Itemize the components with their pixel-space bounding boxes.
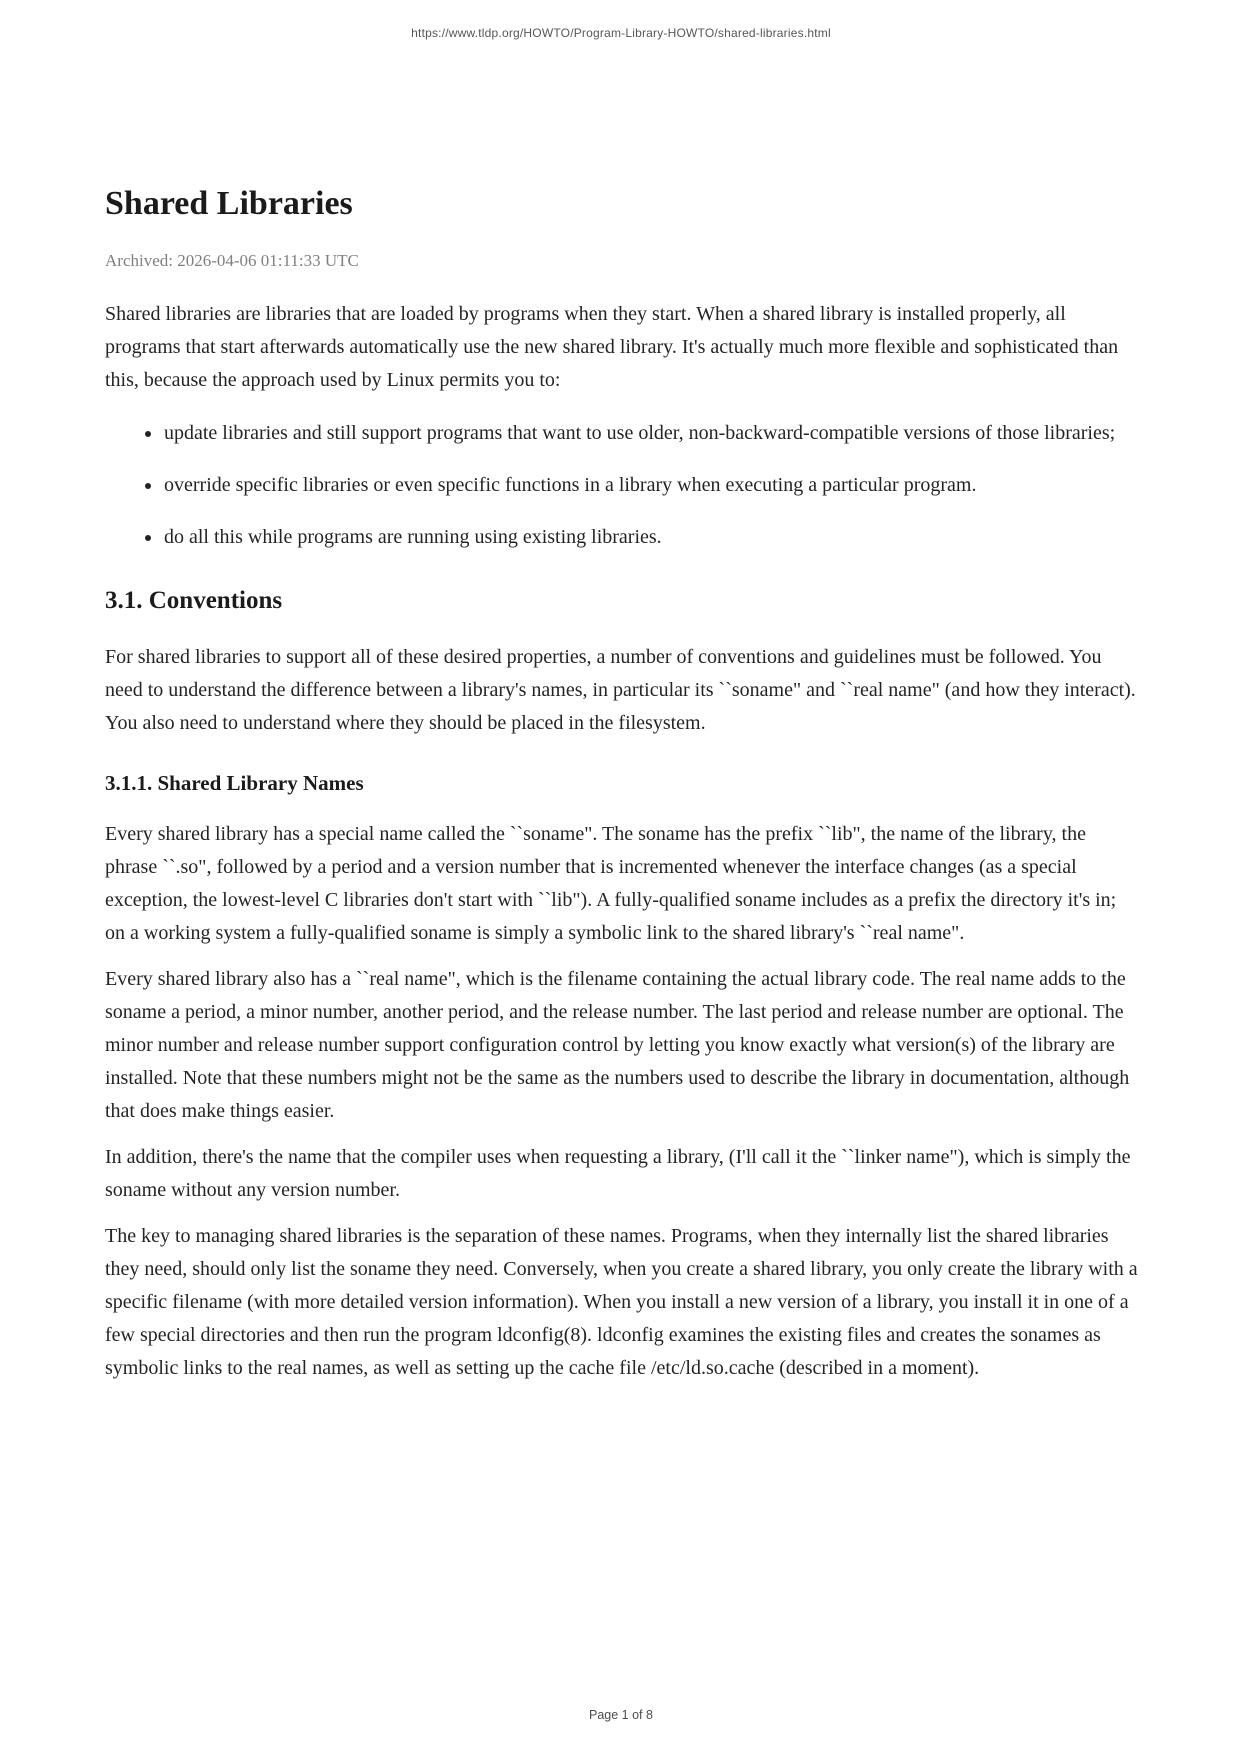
page-number-footer: Page 1 of 8 (589, 1708, 653, 1722)
body-paragraph: For shared libraries to support all of these desired properties, a number of conventions and guidelines must be followed. You need to understand the difference between a library's names, in particular its ``soname" and ``real name" (and how they interact). You also need to understand where they should be placed in the filesystem. (105, 646, 1136, 734)
list-item: • do all this while programs are running using existing libraries. (163, 521, 1139, 554)
intro-paragraph: Shared libraries are libraries that are loaded by programs when they start. When a shared library is installed properly, all programs that start afterwards automatically use the new shared library. It's actually much more flexible and sophisticated than this, because the approach used by Linux permits you to: (105, 303, 1119, 391)
list-item: • override specific libraries or even specific functions in a library when executing a particular program. (163, 469, 1139, 502)
document-url: https://www.tldp.org/HOWTO/Program-Library-HOWTO/shared-libraries.html (411, 26, 831, 40)
body-paragraph: In addition, there's the name that the compiler uses when requesting a library, (I'll call it the ``linker name"), which is simply the soname without any version number. (105, 1146, 1131, 1201)
page-title: Shared Libraries (105, 185, 353, 222)
body-paragraph: The key to managing shared libraries is the separation of these names. Programs, when they internally list the shared libraries they need, should only list the soname they need. Conversely, when you create a shared library, you only create the library with a specific filename (with more detailed version information). When you install a new version of a library, you install it in one of a few special directories and then run the program ldconfig(8). ldconfig examines the existing files and creates the sonames as symbolic links to the real names, as well as setting up the cache file /etc/ld.so.cache (described in a moment). (105, 1225, 1138, 1379)
list-item: • update libraries and still support programs that want to use older, non-backward-compatible versions of those libraries; (163, 417, 1139, 450)
bullet-list (105, 417, 1139, 554)
document-body (105, 184, 1139, 1398)
body-paragraph: Every shared library has a special name called the ``soname". The soname has the prefix ``lib", the name of the library, the phrase ``.so", followed by a period and a version number that is incremented whenever the interface changes (as a special exception, the lowest-level C libraries don't start with ``lib"). A fully-qualified soname includes as a prefix the directory it's in; on a working system a fully-qualified soname is simply a symbolic link to the shared library's ``real name". (105, 823, 1117, 944)
body-paragraph: Every shared library also has a ``real name", which is the filename containing the actual library code. The real name adds to the soname a period, a minor number, another period, and the release number. The last period and release number are optional. The minor number and release number support configuration control by letting you know exactly what version(s) of the library are installed. Note that these numbers might not be the same as the numbers used to describe the library in documentation, although that does make things easier. (105, 968, 1130, 1122)
archived-timestamp: Archived: 2026-04-06 01:11:33 UTC (105, 251, 359, 270)
section-heading-shared-library-names: 3.1.1. Shared Library Names (105, 771, 364, 795)
section-heading-conventions: 3.1. Conventions (105, 587, 283, 614)
